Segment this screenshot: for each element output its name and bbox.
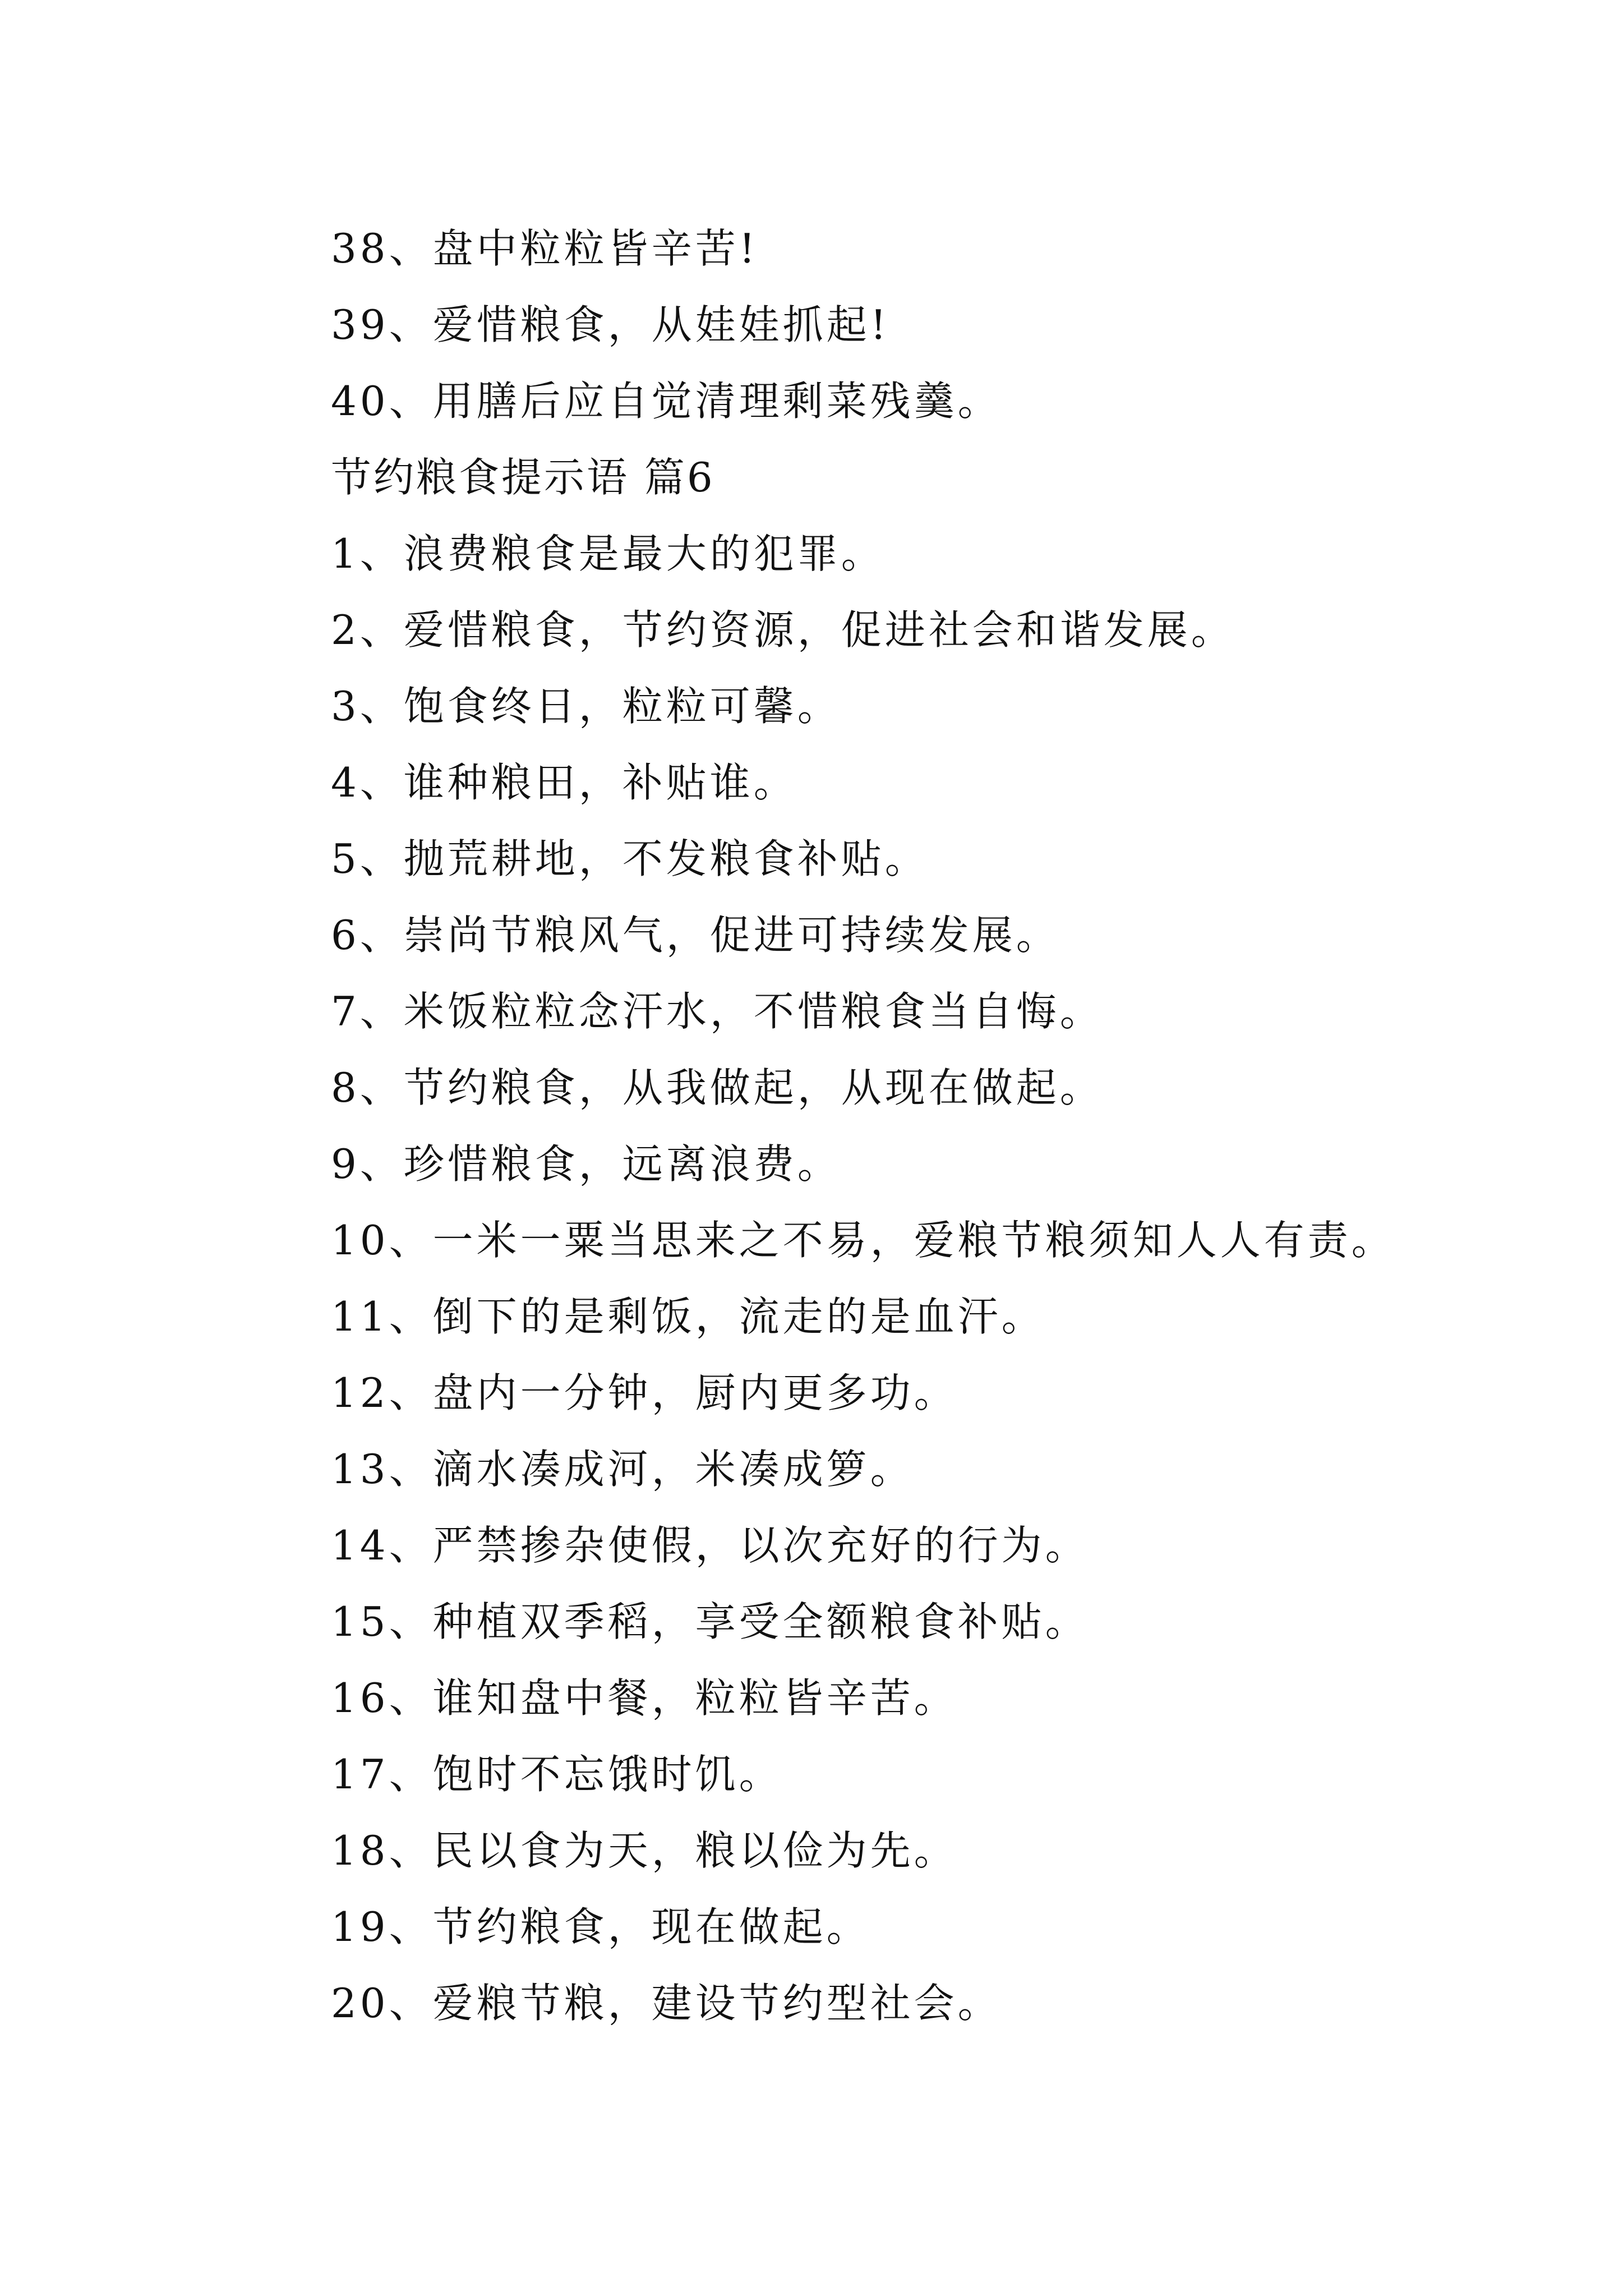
list-item: 7、米饭粒粒念汗水，不惜粮食当自悔。 — [331, 988, 1104, 1035]
list-item: 10、一米一粟当思来之不易，爱粮节粮须知人人有责。 — [331, 1217, 1395, 1264]
list-item: 19、节约粮食，现在做起。 — [331, 1903, 870, 1950]
document-body — [331, 210, 1537, 2041]
list-item: 14、严禁掺杂使假，以次充好的行为。 — [331, 1522, 1089, 1569]
list-item: 8、节约粮食，从我做起，从现在做起。 — [331, 1064, 1104, 1111]
list-item: 6、崇尚节粮风气，促进可持续发展。 — [331, 912, 1060, 959]
list-item: 2、爱惜粮食，节约资源，促进社会和谐发展。 — [331, 606, 1235, 654]
list-item: 16、谁知盘中餐，粒粒皆辛苦。 — [331, 1674, 958, 1722]
list-item: 20、爱粮节粮，建设节约型社会。 — [331, 1980, 1002, 2027]
list-item: 11、倒下的是剩饭，流走的是血汗。 — [331, 1293, 1045, 1340]
list-item: 9、珍惜粮食，远离浪费。 — [331, 1140, 841, 1188]
list-item: 40、用膳后应自觉清理剩菜残羹。 — [331, 378, 1002, 425]
section-heading: 节约粮食提示语 篇6 — [331, 454, 715, 501]
list-item: 38、盘中粒粒皆辛苦! — [331, 225, 759, 272]
list-item: 5、抛荒耕地，不发粮食补贴。 — [331, 835, 929, 882]
list-item: 1、浪费粮食是最大的犯罪。 — [331, 530, 885, 577]
list-item: 3、饱食终日，粒粒可馨。 — [331, 683, 841, 730]
list-item: 4、谁种粮田，补贴谁。 — [331, 759, 797, 806]
list-item: 39、爱惜粮食，从娃娃抓起! — [331, 301, 890, 348]
list-item: 15、种植双季稻，享受全额粮食补贴。 — [331, 1598, 1089, 1645]
list-item: 17、饱时不忘饿时饥。 — [331, 1751, 783, 1798]
list-item: 12、盘内一分钟，厨内更多功。 — [331, 1369, 958, 1416]
list-item: 18、民以食为天，粮以俭为先。 — [331, 1827, 958, 1874]
list-item: 13、滴水凑成河，米凑成箩。 — [331, 1446, 914, 1493]
